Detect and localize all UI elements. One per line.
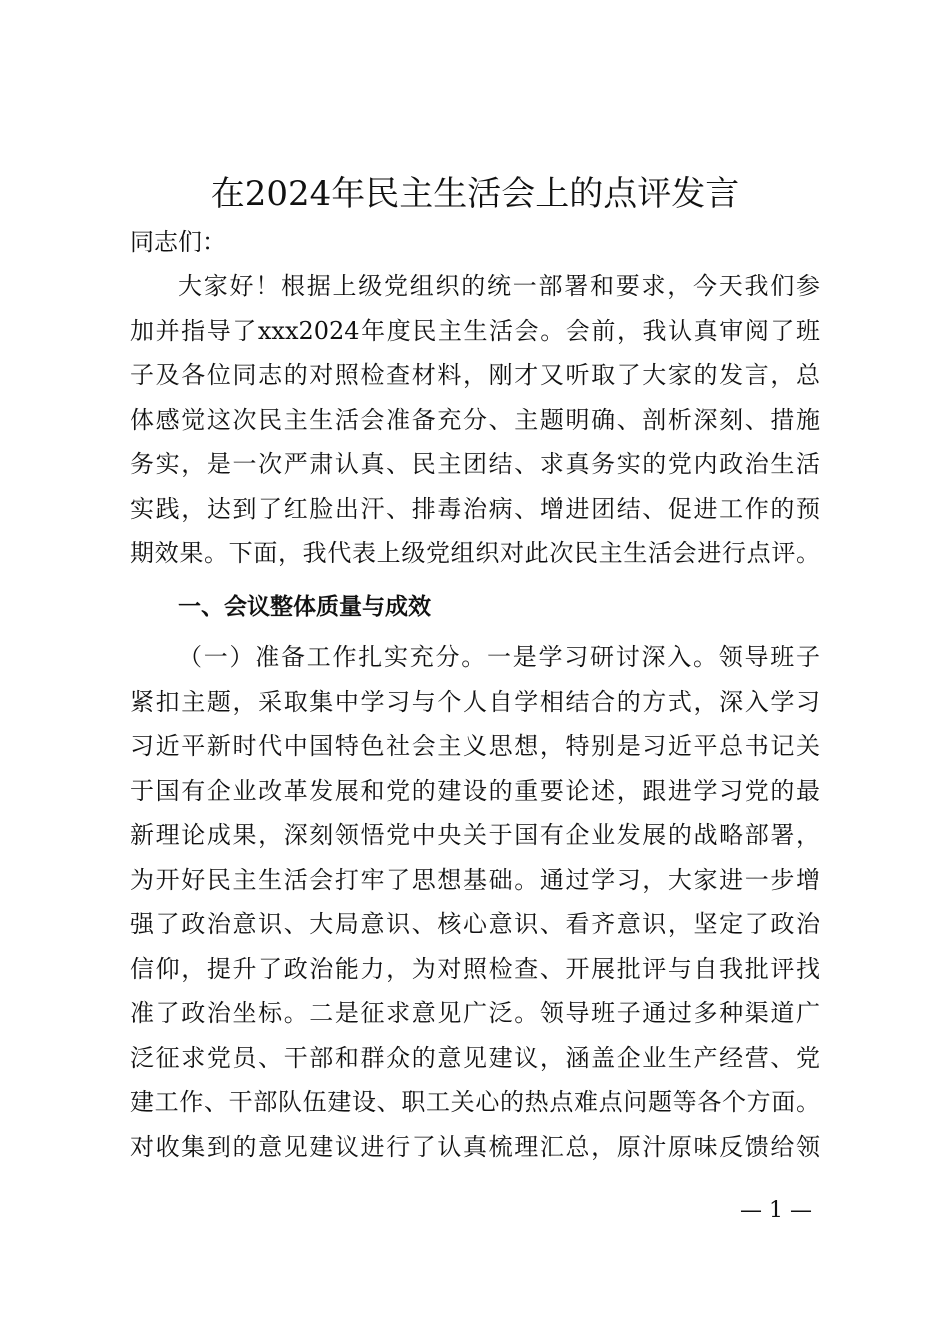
body-paragraph xyxy=(130,635,820,1169)
paragraph-line: 对收集到的意见建议进行了认真梳理汇总，原汁原味反馈给领 xyxy=(130,1132,820,1161)
paragraph-line: 于国有企业改革发展和党的建设的重要论述，跟进学习党的最 xyxy=(130,776,820,805)
paragraph-line: 紧扣主题，采取集中学习与个人自学相结合的方式，深入学习 xyxy=(130,687,820,716)
document-title: 在2024年民主生活会上的点评发言 xyxy=(210,174,740,214)
paragraph-line: 新理论成果，深刻领悟党中央关于国有企业发展的战略部署， xyxy=(130,821,820,849)
paragraph-line: 习近平新时代中国特色社会主义思想，特别是习近平总书记关 xyxy=(130,732,820,760)
paragraph-line: 为开好民主生活会打牢了思想基础。通过学习，大家进一步增 xyxy=(130,865,820,894)
paragraph-line: 子及各位同志的对照检查材料，刚才又听取了大家的发言，总 xyxy=(130,361,820,389)
salutation: 同志们： xyxy=(130,228,226,256)
paragraph-line: 泛征求党员、干部和群众的意见建议，涵盖企业生产经营、党 xyxy=(130,1043,820,1072)
subsection-label: （一）准备工作扎实充分。 xyxy=(178,643,487,671)
page-number: — 1 — xyxy=(740,1198,812,1223)
paragraph-line: 期效果。下面，我代表上级党组织对此次民主生活会进行点评。 xyxy=(130,539,820,567)
paragraph-line: 体感觉这次民主生活会准备充分、主题明确、剖析深刻、措施 xyxy=(130,405,820,434)
paragraph-line: 大家好！根据上级党组织的统一部署和要求，今天我们参 xyxy=(178,272,820,300)
paragraph-line: 强了政治意识、大局意识、核心意识、看齐意识，坚定了政治 xyxy=(130,910,820,938)
section-heading: 一、会议整体质量与成效 xyxy=(178,594,431,620)
paragraph-line: 信仰，提升了政治能力，为对照检查、开展批评与自我批评找 xyxy=(130,954,820,983)
paragraph-line: 加并指导了xxx2024年度民主生活会。会前，我认真审阅了班 xyxy=(130,316,820,345)
intro-paragraph xyxy=(130,264,820,576)
paragraph-line-text: 一是学习研讨深入。领导班子 xyxy=(487,643,820,671)
paragraph-line: 建工作、干部队伍建设、职工关心的热点难点问题等各个方面。 xyxy=(130,1088,820,1116)
paragraph-line: 务实，是一次严肃认真、民主团结、求真务实的党内政治生活 xyxy=(130,450,820,478)
paragraph-line: 实践，达到了红脸出汗、排毒治病、增进团结、促进工作的预 xyxy=(130,494,820,523)
paragraph-line: 准了政治坐标。二是征求意见广泛。领导班子通过多种渠道广 xyxy=(130,999,820,1027)
paragraph-first-line xyxy=(130,635,820,680)
